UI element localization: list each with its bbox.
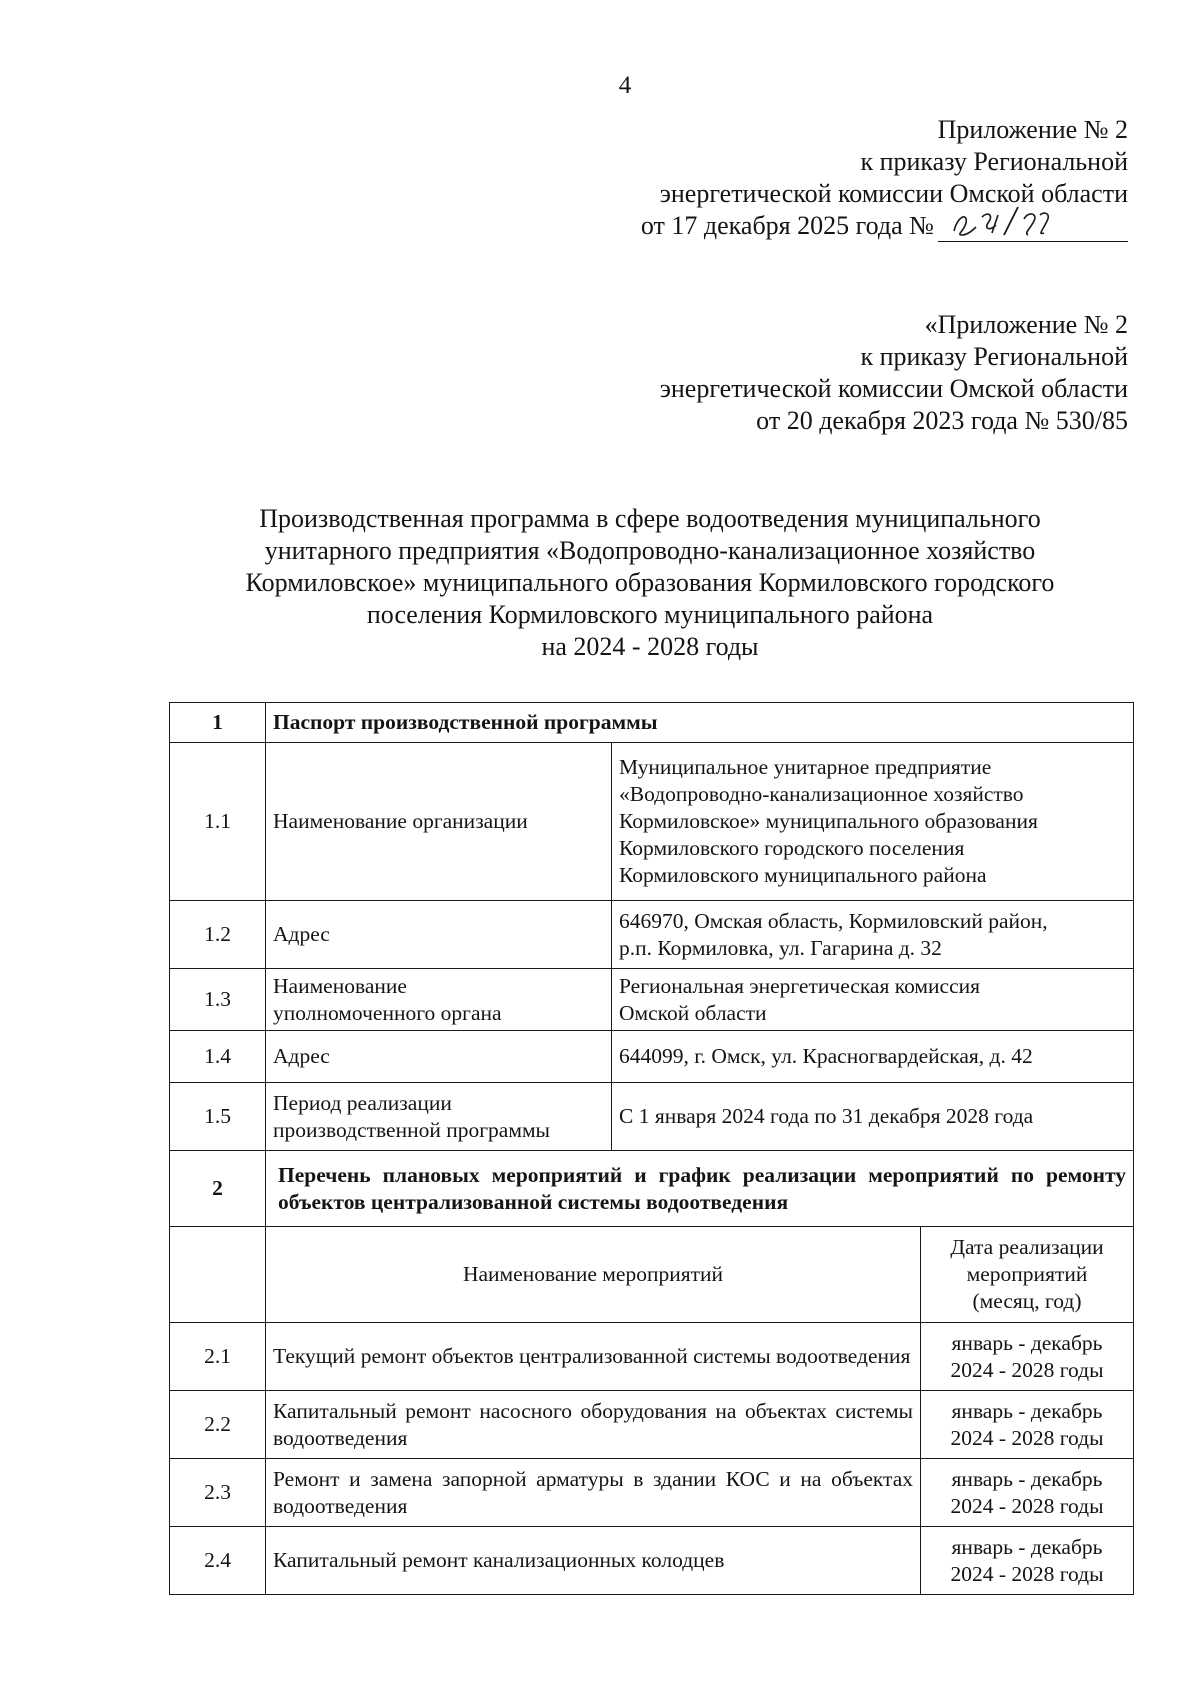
table-row bbox=[170, 743, 1134, 901]
value-line: Кормиловское» муниципального образования bbox=[619, 809, 1038, 833]
appendix-date: от 20 декабря 2023 года № 530/85 bbox=[756, 406, 1128, 435]
header-line: мероприятий bbox=[966, 1262, 1088, 1286]
event-name: Ремонт и замена запорной арматуры в здании КОС и на объектах водоотведения bbox=[266, 1459, 921, 1527]
page-number: 4 bbox=[618, 72, 632, 99]
table-row bbox=[170, 1151, 1134, 1227]
section-number: 2 bbox=[170, 1151, 266, 1227]
row-label bbox=[266, 969, 612, 1031]
row-number: 1.5 bbox=[170, 1083, 266, 1151]
section-heading: Перечень плановых мероприятий и график реализации мероприятий по ремонту объектов централизованной системы водоотведения bbox=[266, 1151, 1134, 1227]
row-value: С 1 января 2024 года по 31 декабря 2028 года bbox=[612, 1083, 1134, 1151]
appendix-order-ref: к приказу Региональной bbox=[860, 147, 1128, 176]
table-row bbox=[170, 969, 1134, 1031]
column-header-event: Наименование мероприятий bbox=[266, 1227, 921, 1323]
row-value bbox=[612, 901, 1134, 969]
header-line: Дата реализации bbox=[950, 1235, 1104, 1259]
event-date bbox=[921, 1323, 1134, 1391]
table-row bbox=[170, 1391, 1134, 1459]
row-value bbox=[612, 969, 1134, 1031]
event-name: Капитальный ремонт насосного оборудования на объектах системы водоотведения bbox=[266, 1391, 921, 1459]
row-number: 2.3 bbox=[170, 1459, 266, 1527]
row-number: 1.4 bbox=[170, 1031, 266, 1083]
appendix-header-current bbox=[641, 114, 1128, 242]
row-value bbox=[612, 743, 1134, 901]
row-number: 2.1 bbox=[170, 1323, 266, 1391]
row-number: 1.3 bbox=[170, 969, 266, 1031]
program-title bbox=[150, 503, 1150, 663]
title-line: поселения Кормиловского муниципального района bbox=[366, 600, 934, 629]
title-line: Кормиловское» муниципального образования Кормиловского городского bbox=[245, 568, 1055, 597]
appendix-title: «Приложение № 2 bbox=[924, 310, 1128, 339]
table-row bbox=[170, 1527, 1134, 1595]
value-line: Муниципальное унитарное предприятие bbox=[619, 755, 992, 779]
handwritten-order-number bbox=[938, 211, 1128, 242]
table-row bbox=[170, 1227, 1134, 1323]
table-row bbox=[170, 703, 1134, 743]
appendix-header-original bbox=[660, 309, 1128, 437]
row-value: 644099, г. Омск, ул. Красногвардейская, д. 42 bbox=[612, 1031, 1134, 1083]
appendix-date-line bbox=[641, 210, 1128, 242]
value-line: Омской области bbox=[619, 1000, 767, 1025]
table-row bbox=[170, 1083, 1134, 1151]
appendix-title: Приложение № 2 bbox=[937, 115, 1128, 144]
date-line: 2024 - 2028 годы bbox=[950, 1561, 1104, 1586]
date-line: 2024 - 2028 годы bbox=[950, 1493, 1104, 1518]
table-row bbox=[170, 1323, 1134, 1391]
date-line: 2024 - 2028 годы bbox=[950, 1425, 1104, 1450]
event-date bbox=[921, 1391, 1134, 1459]
event-name: Текущий ремонт объектов централизованной системы водоотведения bbox=[266, 1323, 921, 1391]
row-number: 2.2 bbox=[170, 1391, 266, 1459]
title-line: на 2024 - 2028 годы bbox=[541, 632, 759, 661]
value-line: Кормиловского муниципального района bbox=[619, 863, 987, 887]
row-number: 1.2 bbox=[170, 901, 266, 969]
row-number: 1.1 bbox=[170, 743, 266, 901]
label-line: уполномоченного органа bbox=[273, 1000, 502, 1025]
row-label: Адрес bbox=[266, 901, 612, 969]
table-row bbox=[170, 1459, 1134, 1527]
row-label: Наименование организации bbox=[266, 743, 612, 901]
appendix-order-ref: к приказу Региональной bbox=[860, 342, 1128, 371]
appendix-commission: энергетической комиссии Омской области bbox=[659, 179, 1128, 208]
date-line: январь - декабрь bbox=[951, 1330, 1103, 1355]
column-header-date bbox=[921, 1227, 1134, 1323]
title-line: Производственная программа в сфере водоотведения муниципального bbox=[259, 504, 1041, 533]
appendix-date: от 17 декабря 2025 года № bbox=[640, 211, 934, 240]
table-row bbox=[170, 901, 1134, 969]
title-line: унитарного предприятия «Водопроводно-канализационное хозяйство bbox=[264, 536, 1036, 565]
value-line: Региональная энергетическая комиссия bbox=[619, 973, 981, 998]
value-line: Кормиловского городского поселения bbox=[619, 836, 965, 860]
header-line: (месяц, год) bbox=[972, 1289, 1082, 1313]
value-line: «Водопроводно-канализационное хозяйство bbox=[619, 782, 1024, 806]
row-number: 2.4 bbox=[170, 1527, 266, 1595]
section-heading: Паспорт производственной программы bbox=[266, 703, 1134, 743]
row-label: Адрес bbox=[266, 1031, 612, 1083]
label-line: Наименование bbox=[273, 973, 407, 998]
date-line: январь - декабрь bbox=[951, 1466, 1103, 1491]
appendix-commission: энергетической комиссии Омской области bbox=[659, 374, 1128, 403]
value-line: 646970, Омская область, Кормиловский район, bbox=[619, 908, 1048, 933]
event-name: Капитальный ремонт канализационных колодцев bbox=[266, 1527, 921, 1595]
empty-cell bbox=[170, 1227, 266, 1323]
date-line: 2024 - 2028 годы bbox=[950, 1357, 1104, 1382]
date-line: январь - декабрь bbox=[951, 1534, 1103, 1559]
handwritten-order-number-scribble bbox=[948, 205, 1088, 241]
program-passport-table bbox=[169, 702, 1134, 1595]
event-date bbox=[921, 1527, 1134, 1595]
label-line: производственной программы bbox=[273, 1117, 551, 1142]
label-line: Период реализации bbox=[273, 1090, 452, 1115]
value-line: р.п. Кормиловка, ул. Гагарина д. 32 bbox=[619, 935, 942, 960]
row-label bbox=[266, 1083, 612, 1151]
date-line: январь - декабрь bbox=[951, 1398, 1103, 1423]
section-number: 1 bbox=[170, 703, 266, 743]
table-row bbox=[170, 1031, 1134, 1083]
event-date bbox=[921, 1459, 1134, 1527]
